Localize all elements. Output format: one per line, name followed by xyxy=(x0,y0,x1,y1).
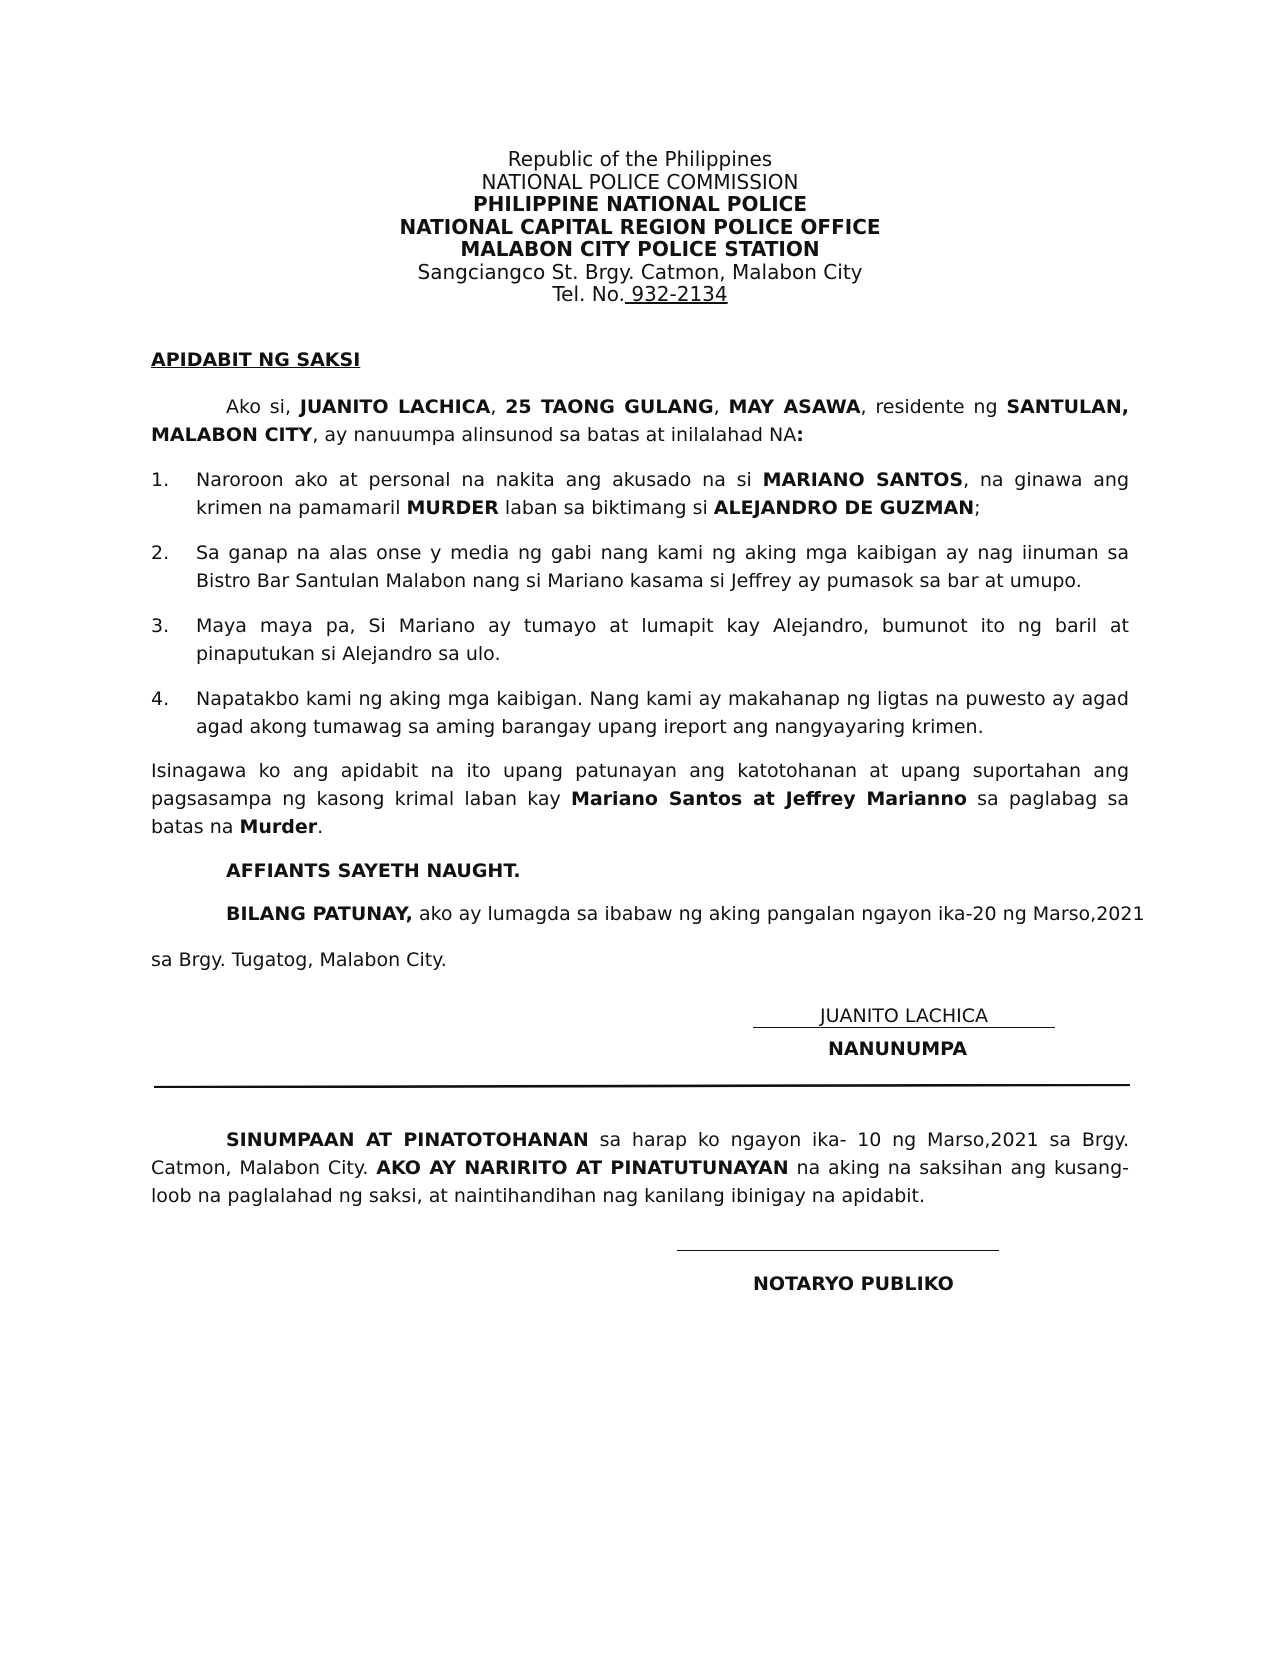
letterhead-pnp: PHILIPPINE NATIONAL POLICE xyxy=(472,192,807,216)
item-number: 3. xyxy=(151,615,170,637)
intro-paragraph: Ako si, JUANITO LACHICA, 25 TAONG GULANG, MAY ASAWA, residente ng SANTULAN, MALABON CITY, ay nanuumpa alinsunod sa batas at inilalahad NA: xyxy=(151,396,1129,446)
letterhead-ncrpo: NATIONAL CAPITAL REGION POLICE OFFICE xyxy=(399,214,881,239)
offense: Murder xyxy=(239,816,318,838)
notary-signature-line xyxy=(677,1250,999,1251)
letterhead-telephone xyxy=(0,283,1280,306)
document-title: APIDABIT NG SAKSI xyxy=(151,349,361,371)
jurat-paragraph: SINUMPAAN AT PINATOTOHANAN sa harap ko ngayon ika- 10 ng Marso,2021 sa Brgy. Catmon, Malabon City. AKO AY NARIRITO AT PINATUTUNAYAN na aking na saksihan ang kusang-loob na paglalahad ng saksi, at naintihandihan nag kanilang ibinigay na apidabit. xyxy=(151,1129,1130,1207)
section-divider xyxy=(154,1084,1130,1088)
notary-label: NOTARYO PUBLIKO xyxy=(753,1273,954,1295)
letterhead-address: Sangciangco St. Brgy. Catmon, Malabon City xyxy=(417,259,863,284)
telephone-number: 932-2134 xyxy=(624,282,728,306)
item-number: 4. xyxy=(151,688,170,710)
affiant-signature-name: JUANITO LACHICA xyxy=(819,1005,989,1027)
affiant-role: NANUNUMPA xyxy=(828,1038,968,1060)
affiants-sayeth-naught: AFFIANTS SAYETH NAUGHT. xyxy=(226,860,521,882)
telephone-label: Tel. No. xyxy=(552,282,625,306)
item-text: Maya maya pa, Si Mariano ay tumayo at lumapit kay Alejandro, bumunot ito ng baril at pinaputukan si Alejandro sa ulo. xyxy=(196,615,1129,665)
closing-paragraph: Isinagawa ko ang apidabit na ito upang patunayan ang katotohanan at upang suportahan ang pagsasampa ng kasong krimal laban kay Mariano Santos at Jeffrey Marianno sa paglabag sa batas na Murder. xyxy=(151,760,1129,838)
accused-names: Mariano Santos at Jeffrey Marianno xyxy=(570,788,967,810)
letterhead-republic: Republic of the Philippines xyxy=(507,147,773,171)
item-text: Sa ganap na alas onse y media ng gabi nang kami ng aking mga kaibigan ay nag iinuman sa Bistro Bar Santulan Malabon nang si Mariano kasama si Jeffrey ay pumasok sa bar at umupo. xyxy=(196,542,1129,592)
item-text: Naroroon ako at personal na nakita ang akusado na si MARIANO SANTOS, na ginawa ang krimen na pamamaril MURDER laban sa biktimang si ALEJANDRO DE GUZMAN; xyxy=(196,469,1130,519)
item-text: Napatakbo kami ng aking mga kaibigan. Nang kami ay makahanap ng ligtas na puwesto ay agad agad akong tumawag sa aming barangay upang ireport ang nangyayaring krimen. xyxy=(196,688,1129,738)
item-number: 1. xyxy=(151,469,170,491)
affiant-address: SANTULAN, MALABON CITY xyxy=(151,396,1129,446)
affiant-age: 25 TAONG GULANG xyxy=(505,396,714,418)
letterhead-station: MALABON CITY POLICE STATION xyxy=(460,237,820,261)
statement-item-2 xyxy=(151,539,1129,595)
letterhead xyxy=(0,148,1280,306)
statement-item-4 xyxy=(151,685,1129,741)
letterhead-napolcom: NATIONAL POLICE COMMISSION xyxy=(481,169,799,194)
affiant-name: JUANITO LACHICA xyxy=(299,396,491,418)
attestation-place: sa Brgy. Tugatog, Malabon City. xyxy=(151,949,447,971)
affiant-signature-line xyxy=(753,1005,1055,1028)
attestation-line: BILANG PATUNAY, ako ay lumagda sa ibabaw ng aking pangalan ngayon ika-20 ng Marso,2021 xyxy=(226,903,1145,925)
affiant-status: MAY ASAWA xyxy=(728,396,861,418)
statement-item-3 xyxy=(151,612,1129,668)
statement-item-1 xyxy=(151,466,1129,522)
item-number: 2. xyxy=(151,542,170,564)
